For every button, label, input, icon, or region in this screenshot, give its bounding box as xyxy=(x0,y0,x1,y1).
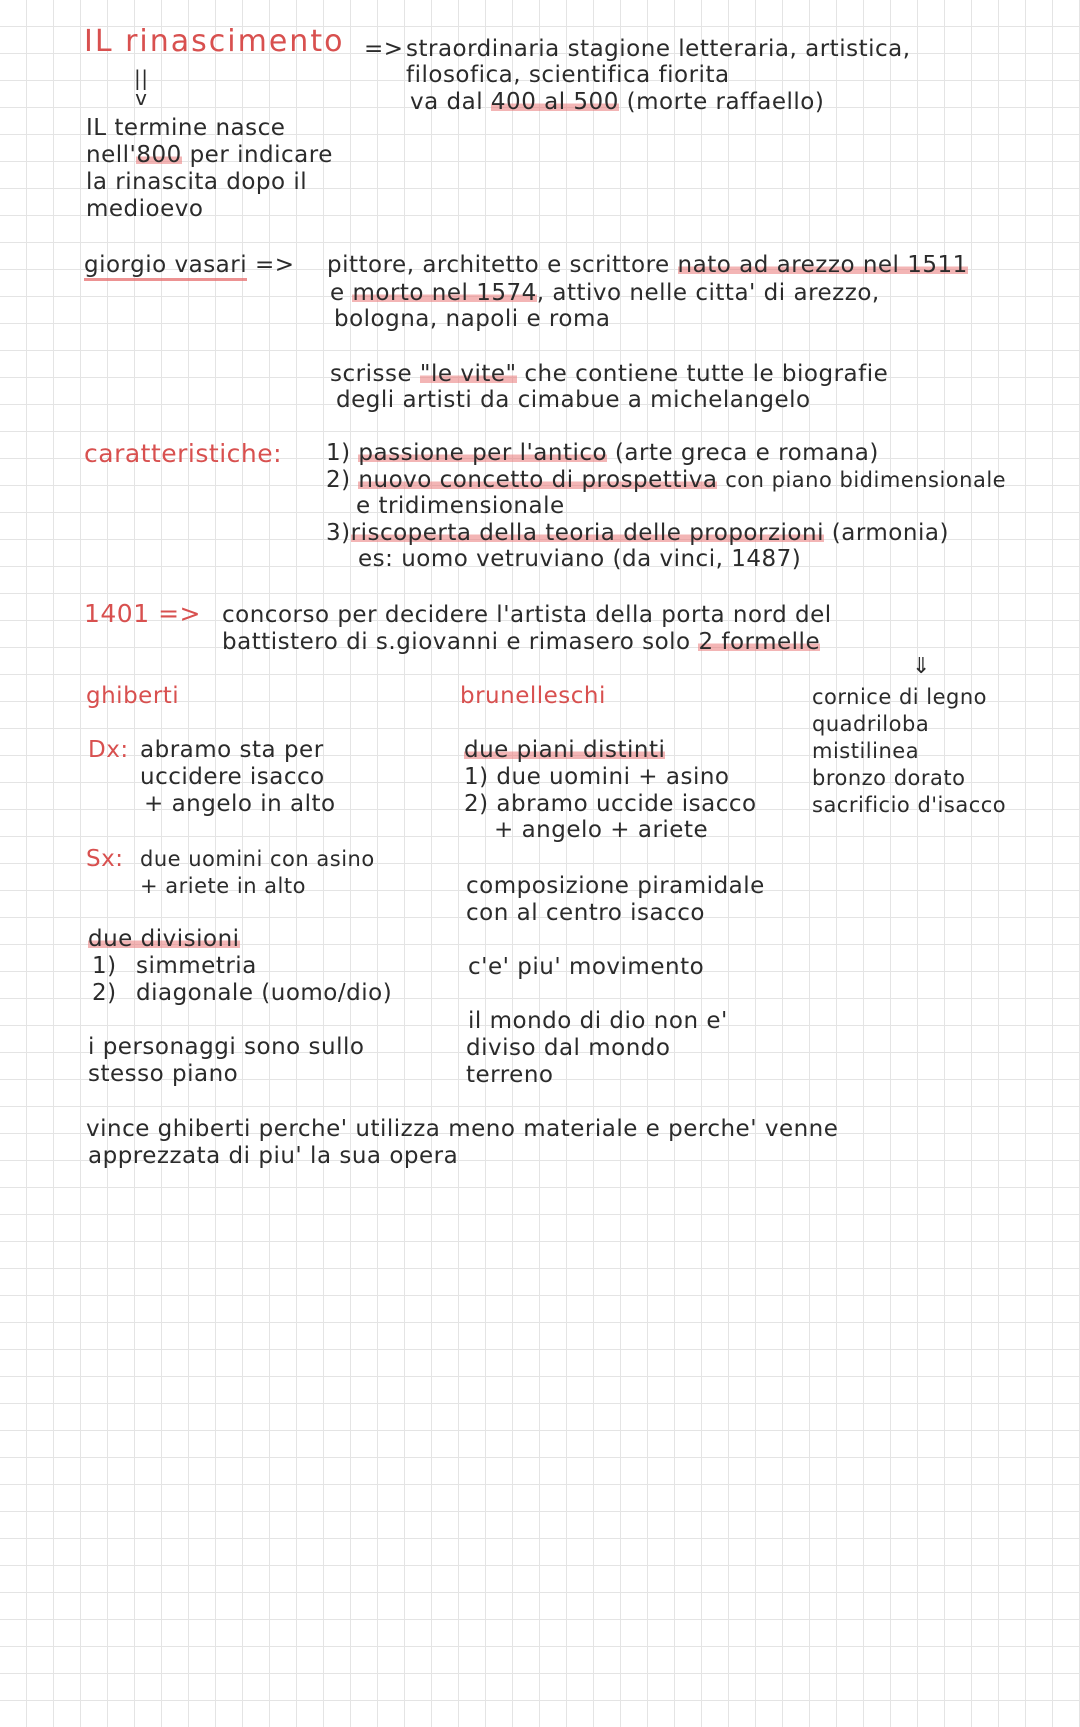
term-highlight: 800 xyxy=(136,142,182,168)
vasari-book-title: "le vite" xyxy=(419,361,517,387)
ghiberti-dx-label: Dx: xyxy=(88,737,129,763)
term-prefix: nell' xyxy=(86,142,137,168)
brunelleschi-movimento: c'e' piu' movimento xyxy=(468,954,705,980)
caratteristiche-item xyxy=(326,520,949,547)
item-text: (arte greca e romana) xyxy=(614,440,879,466)
piani-highlight: due piani distinti xyxy=(464,737,666,763)
item-highlight: riscoperta della teoria delle proporzioni xyxy=(350,520,824,546)
vasari-bio-text: e xyxy=(330,280,345,306)
ghiberti-sx-line: due uomini con asino xyxy=(140,847,375,871)
brunelleschi-heading: brunelleschi xyxy=(460,683,606,709)
ghiberti-divisione: diagonale (uomo/dio) xyxy=(136,980,393,1006)
caratteristiche-item-cont: es: uomo vetruviano (da vinci, 1487) xyxy=(358,546,802,572)
ghiberti-sx-label: Sx: xyxy=(86,846,124,872)
vasari-book-line: degli artisti da cimabue a michelangelo xyxy=(336,387,811,413)
page-title: IL rinascimento xyxy=(84,24,345,59)
item-text: con piano bidimensionale xyxy=(725,468,1007,492)
year-value: 1401 xyxy=(84,599,150,628)
period-highlight: 400 al 500 xyxy=(490,89,619,115)
brunelleschi-composizione-line: con al centro isacco xyxy=(466,900,705,926)
concorso-year xyxy=(84,600,201,627)
divisioni-highlight: due divisioni xyxy=(88,926,240,952)
item-number: 1) xyxy=(326,440,351,466)
brunelleschi-piano: 2) abramo uccide isacco xyxy=(464,791,757,817)
conclusione-line: apprezzata di piu' la sua opera xyxy=(88,1143,459,1169)
vasari-birth-highlight: nato ad arezzo nel 1511 xyxy=(677,252,968,278)
down-arrow: ⇓ xyxy=(912,654,931,679)
ghiberti-divisioni-heading xyxy=(88,926,240,953)
formelle-highlight: 2 formelle xyxy=(698,629,821,655)
item-highlight: passione per l'antico xyxy=(358,440,608,466)
caratteristiche-item xyxy=(326,467,1006,494)
vasari-book-text: che contiene tutte le biografie xyxy=(524,361,889,387)
ghiberti-heading: ghiberti xyxy=(86,683,180,709)
ghiberti-dx-line: uccidere isacco xyxy=(140,764,325,790)
concorso-line: concorso per decidere l'artista della porta nord del xyxy=(222,602,832,628)
term-origin-line: IL termine nasce xyxy=(86,115,286,141)
brunelleschi-mondo-line: diviso dal mondo xyxy=(466,1035,671,1061)
concorso-text: battistero di s.giovanni e rimasero solo xyxy=(222,629,691,655)
term-origin-line xyxy=(86,142,333,169)
vasari-heading xyxy=(84,252,294,279)
term-origin-line: medioevo xyxy=(86,196,204,222)
vasari-death-highlight: morto nel 1574 xyxy=(352,280,537,306)
vasari-bio-line xyxy=(330,280,880,307)
rinascimento-definition-line: straordinaria stagione letteraria, artistica, xyxy=(406,36,911,62)
rinascimento-definition-line: filosofica, scientifica fiorita xyxy=(406,62,730,88)
ghiberti-divisione: simmetria xyxy=(136,953,257,979)
period-prefix: va dal xyxy=(410,89,484,115)
ghiberti-dx-line: + angelo in alto xyxy=(144,791,336,817)
conclusione-line: vince ghiberti perche' utilizza meno materiale e perche' venne xyxy=(86,1116,839,1142)
concorso-line xyxy=(222,629,820,656)
ghiberti-dx-line: abramo sta per xyxy=(140,737,324,763)
vasari-bio-text: , attivo nelle citta' di arezzo, xyxy=(536,280,880,306)
formella-detail: cornice di legno xyxy=(812,685,988,709)
rinascimento-period-line xyxy=(410,89,824,116)
brunelleschi-mondo-line: terreno xyxy=(466,1062,554,1088)
ghiberti-divisione-num: 2) xyxy=(92,980,117,1006)
item-number: 3) xyxy=(326,520,351,546)
ghiberti-personaggi-line: i personaggi sono sullo xyxy=(88,1034,365,1060)
item-highlight: nuovo concetto di prospettiva xyxy=(358,467,718,493)
formella-detail: quadriloba xyxy=(812,712,930,736)
vasari-bio-line xyxy=(327,252,968,279)
down-arrow: || v xyxy=(134,66,149,110)
brunelleschi-piano: 1) due uomini + asino xyxy=(464,764,730,790)
arrow-symbol: => xyxy=(254,252,295,278)
item-text: (armonia) xyxy=(831,520,949,546)
term-origin-line: la rinascita dopo il xyxy=(86,169,308,195)
ghiberti-personaggi-line: stesso piano xyxy=(88,1061,239,1087)
ghiberti-divisione-num: 1) xyxy=(92,953,117,979)
vasari-book-text: scrisse xyxy=(330,361,413,387)
vasari-bio-line: bologna, napoli e roma xyxy=(334,306,611,332)
caratteristiche-item xyxy=(326,440,879,467)
vasari-name: giorgio vasari xyxy=(84,252,247,281)
formella-detail: bronzo dorato xyxy=(812,766,966,790)
term-suffix: per indicare xyxy=(189,142,333,168)
brunelleschi-mondo-line: il mondo di dio non e' xyxy=(468,1008,728,1034)
brunelleschi-piani-heading xyxy=(464,737,665,764)
brunelleschi-piano-cont: + angelo + ariete xyxy=(494,817,709,843)
caratteristiche-label: caratteristiche: xyxy=(84,439,283,468)
caratteristiche-item-cont: e tridimensionale xyxy=(356,493,565,519)
formella-detail: sacrificio d'isacco xyxy=(812,793,1007,817)
ghiberti-sx-line: + ariete in alto xyxy=(140,874,306,898)
arrow-symbol: => xyxy=(158,599,201,628)
period-suffix: (morte raffaello) xyxy=(626,89,825,115)
item-number: 2) xyxy=(326,467,351,493)
formella-detail: mistilinea xyxy=(812,739,920,763)
vasari-bio-text: pittore, architetto e scrittore xyxy=(327,252,670,278)
brunelleschi-composizione-line: composizione piramidale xyxy=(466,873,765,899)
vasari-book-line xyxy=(330,361,888,388)
arrow-symbol: => xyxy=(364,36,404,62)
